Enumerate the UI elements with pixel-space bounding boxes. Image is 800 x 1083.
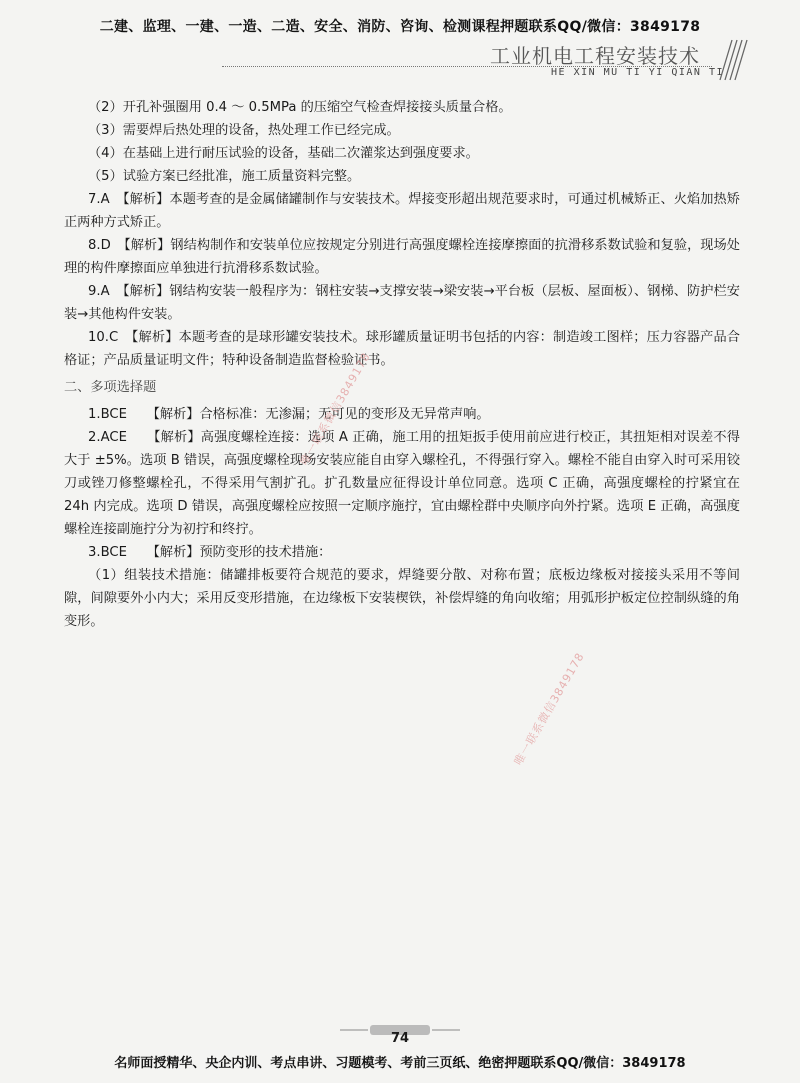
answer-item: 3.BCE 【解析】预防变形的技术措施： — [88, 545, 332, 560]
answer-item: 1.BCE 【解析】合格标准：无渗漏；无可见的变形及无异常声响。 — [88, 407, 490, 422]
bottom-banner: 名师面授精华、央企内训、考点串讲、习题模考、考前三页纸、绝密押题联系QQ/微信：3849178 — [114, 1056, 686, 1071]
answer-item: 9.A 【解析】钢结构安装一般程序为：钢柱安装→支撑安装→梁安装→平台板（层板、屋面板）、钢梯、防护栏安装→其他构件安装。 — [64, 284, 740, 322]
condition-item: （5）试验方案已经批准，施工质量资料完整。 — [88, 169, 361, 184]
page-number: 74 — [390, 1031, 410, 1046]
header-pinyin: HE XIN MU TI YI QIAN TI — [551, 67, 724, 78]
answer-item: 8.D 【解析】钢结构制作和安装单位应按规定分别进行高强度螺栓连接摩擦面的抗滑移系数试验和复验，现场处理的构件摩擦面应单独进行抗滑移系数试验。 — [64, 238, 740, 276]
watermark-text: 唯一联系微信3849178 — [511, 650, 587, 768]
top-banner: 二建、监理、一建、一造、二造、安全、消防、咨询、检测课程押题联系QQ/微信：3849178 — [99, 19, 701, 35]
measure-text: （1）组装技术措施：储罐排板要符合规范的要求，焊缝要分散、对称布置；底板边缘板对接接头采用不等间隙，间隙要外小内大；采用反变形措施，在边缘板下安装楔铁，补偿焊缝的角向收缩；用弧形护板定位控制纵缝的角变形。 — [64, 568, 740, 629]
answer-item: 2.ACE 【解析】高强度螺栓连接：选项 A 正确，施工用的扭矩扳手使用前应进行校正，其扭矩相对误差不得大于 ±5%。选项 B 错误，高强度螺栓现场安装应能自由穿入螺栓孔，不得强行穿入。螺栓不能自由穿入时可采用铰刀或锉刀修整螺栓孔，不得采用气割扩孔。扩孔数量应征得设计单位同意。选项 C 正确，高强度螺栓的拧紧宜在 24h 内完成。选项 D 错误，高强度螺栓应按照一定顺序施拧，宜由螺栓群中央顺序向外拧紧。选项 E 正确，高强度螺栓连接副施拧分为初拧和终拧。 — [64, 430, 740, 537]
watermark-text: 唯一联系微信3849178 — [297, 350, 373, 468]
page-content — [64, 96, 740, 633]
condition-item: （3）需要焊后热处理的设备，热处理工作已经完成。 — [88, 123, 400, 138]
condition-item: （2）开孔补强圈用 0.4 ～ 0.5MPa 的压缩空气检查焊接接头质量合格。 — [88, 100, 512, 115]
book-title: 工业机电工程安装技术 — [490, 44, 700, 68]
answer-item: 7.A 【解析】本题考查的是金属储罐制作与安装技术。焊接变形超出规范要求时，可通过机械矫正、火焰加热矫正两种方式矫正。 — [64, 192, 740, 230]
section-title: 二、多项选择题 — [64, 380, 157, 395]
answer-item: 10.C 【解析】本题考查的是球形罐安装技术。球形罐质量证明书包括的内容：制造竣工图样；压力容器产品合格证；产品质量证明文件；特种设备制造监督检验证书。 — [64, 330, 740, 368]
condition-item: （4）在基础上进行耐压试验的设备，基础二次灌浆达到强度要求。 — [88, 146, 479, 161]
